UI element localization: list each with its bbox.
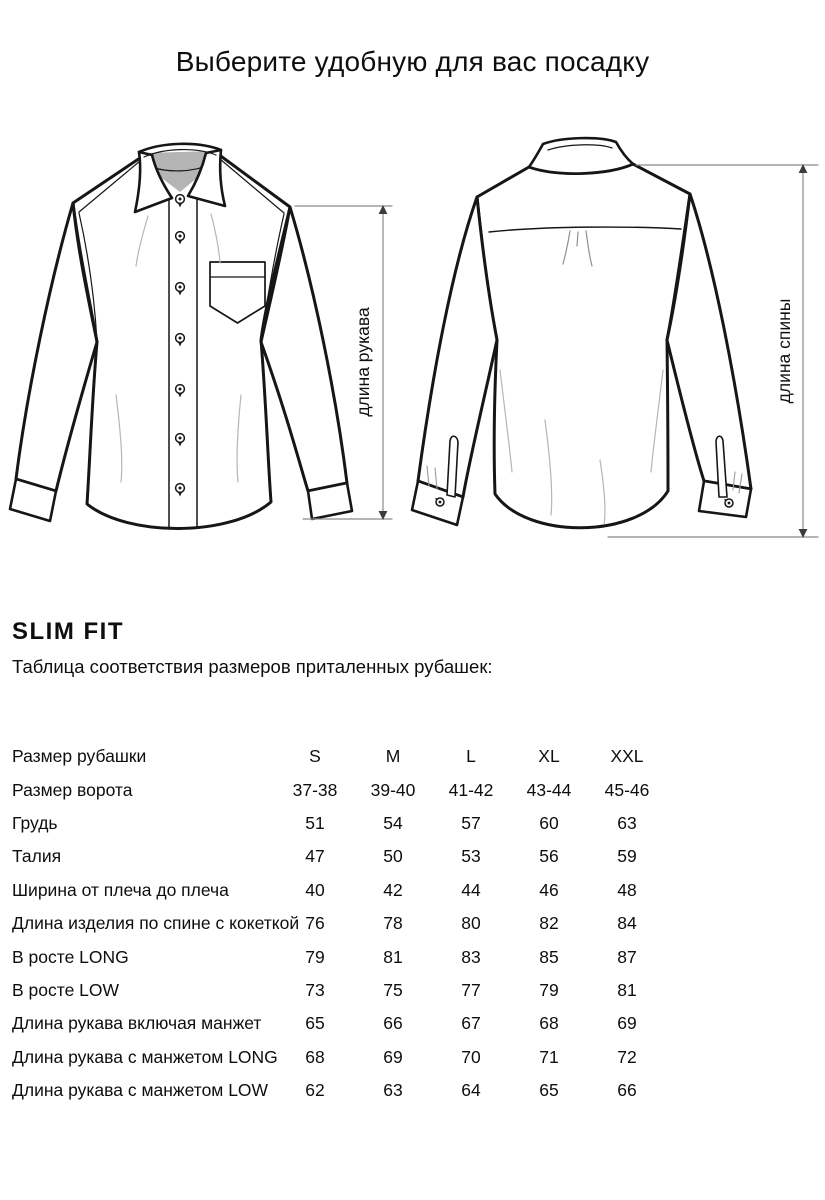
size-value: 70 [461, 1046, 481, 1067]
size-value: 43-44 [526, 779, 572, 800]
size-value: 76 [305, 913, 325, 934]
size-value: 85 [539, 946, 559, 967]
size-table-row [12, 1074, 672, 1107]
size-value: 79 [539, 979, 559, 1000]
row-label: Грудь [12, 812, 58, 833]
size-column-header: S [309, 746, 321, 767]
back-length-label: длина спины [774, 298, 794, 404]
back-body [477, 164, 690, 528]
size-value: 50 [383, 846, 403, 867]
size-value: 68 [539, 1013, 559, 1034]
size-value: 46 [539, 879, 559, 900]
size-value: 81 [617, 979, 637, 1000]
size-value: 71 [539, 1046, 559, 1067]
size-table-row [12, 974, 672, 1007]
size-value: 68 [305, 1046, 325, 1067]
size-value: 57 [461, 812, 481, 833]
size-value: 83 [461, 946, 481, 967]
size-value: 67 [461, 1013, 481, 1034]
size-column-header: XXL [610, 746, 644, 767]
size-value: 44 [461, 879, 481, 900]
size-value: 77 [461, 979, 481, 1000]
size-value: 82 [539, 913, 559, 934]
size-value: 51 [305, 812, 325, 833]
size-value: 79 [305, 946, 325, 967]
collar-top-edge [139, 144, 221, 152]
size-value: 42 [383, 879, 403, 900]
size-value: 63 [383, 1080, 403, 1101]
cuff-button [435, 498, 444, 506]
size-value: 87 [617, 946, 637, 967]
size-value: 65 [539, 1080, 559, 1101]
size-table-row [12, 1041, 672, 1074]
size-value: 53 [461, 846, 481, 867]
size-value: 75 [383, 979, 403, 1000]
size-value: 59 [617, 846, 637, 867]
size-value: 45-46 [604, 779, 650, 800]
size-table-header-row [12, 740, 672, 773]
size-value: 47 [305, 846, 325, 867]
back-collar [529, 138, 633, 173]
shirt-diagram [0, 130, 825, 560]
cuff-button [724, 499, 733, 507]
size-value: 84 [617, 913, 637, 934]
size-column-header: XL [538, 746, 560, 767]
size-value: 48 [617, 879, 637, 900]
shirt-back-drawing [412, 138, 751, 528]
slim-fit-heading: SLIM FIT [12, 618, 124, 645]
size-value: 66 [383, 1013, 403, 1034]
shirt-front-drawing [10, 144, 352, 529]
front-right-cuff [308, 483, 352, 519]
row-label: В росте LONG [12, 946, 129, 967]
size-value: 66 [617, 1080, 637, 1101]
row-label: Длина рукава включая манжет [12, 1013, 262, 1034]
row-label: Ширина от плеча до плеча [12, 879, 229, 900]
size-value: 64 [461, 1080, 481, 1101]
row-label: Длина рукава с манжетом LOW [12, 1080, 269, 1101]
size-value: 63 [617, 812, 637, 833]
size-value: 37-38 [292, 779, 338, 800]
size-table-row [12, 840, 672, 873]
size-value: 78 [383, 913, 403, 934]
size-table-row [12, 1007, 672, 1040]
size-value: 39-40 [370, 779, 416, 800]
size-table [12, 740, 672, 1107]
size-value: 65 [305, 1013, 325, 1034]
size-value: 56 [539, 846, 559, 867]
size-table-row [12, 907, 672, 940]
row-label: В росте LOW [12, 979, 120, 1000]
size-table-row [12, 773, 672, 806]
size-value: 72 [617, 1046, 637, 1067]
size-value: 54 [383, 812, 403, 833]
size-value: 81 [383, 946, 403, 967]
size-value: 69 [383, 1046, 403, 1067]
row-label: Размер рубашки [12, 746, 147, 767]
size-value: 60 [539, 812, 559, 833]
size-value: 73 [305, 979, 325, 1000]
size-value: 40 [305, 879, 325, 900]
size-table-row [12, 874, 672, 907]
size-table-row [12, 940, 672, 973]
row-label: Талия [12, 846, 62, 867]
size-column-header: L [466, 746, 476, 767]
size-value: 62 [305, 1080, 325, 1101]
size-table-subtitle: Таблица соответствия размеров приталенных рубашек: [12, 656, 493, 677]
row-label: Размер ворота [12, 779, 133, 800]
page-title: Выберите удобную для вас посадку [175, 46, 650, 77]
size-value: 80 [461, 913, 481, 934]
row-label: Длина изделия по спине с кокеткой [12, 913, 300, 934]
size-column-header: M [385, 746, 401, 767]
size-value: 69 [617, 1013, 637, 1034]
size-table-row [12, 807, 672, 840]
row-label: Длина рукава с манжетом LONG [12, 1046, 278, 1067]
sleeve-length-label: длина рукава [353, 307, 373, 417]
size-value: 41-42 [448, 779, 494, 800]
